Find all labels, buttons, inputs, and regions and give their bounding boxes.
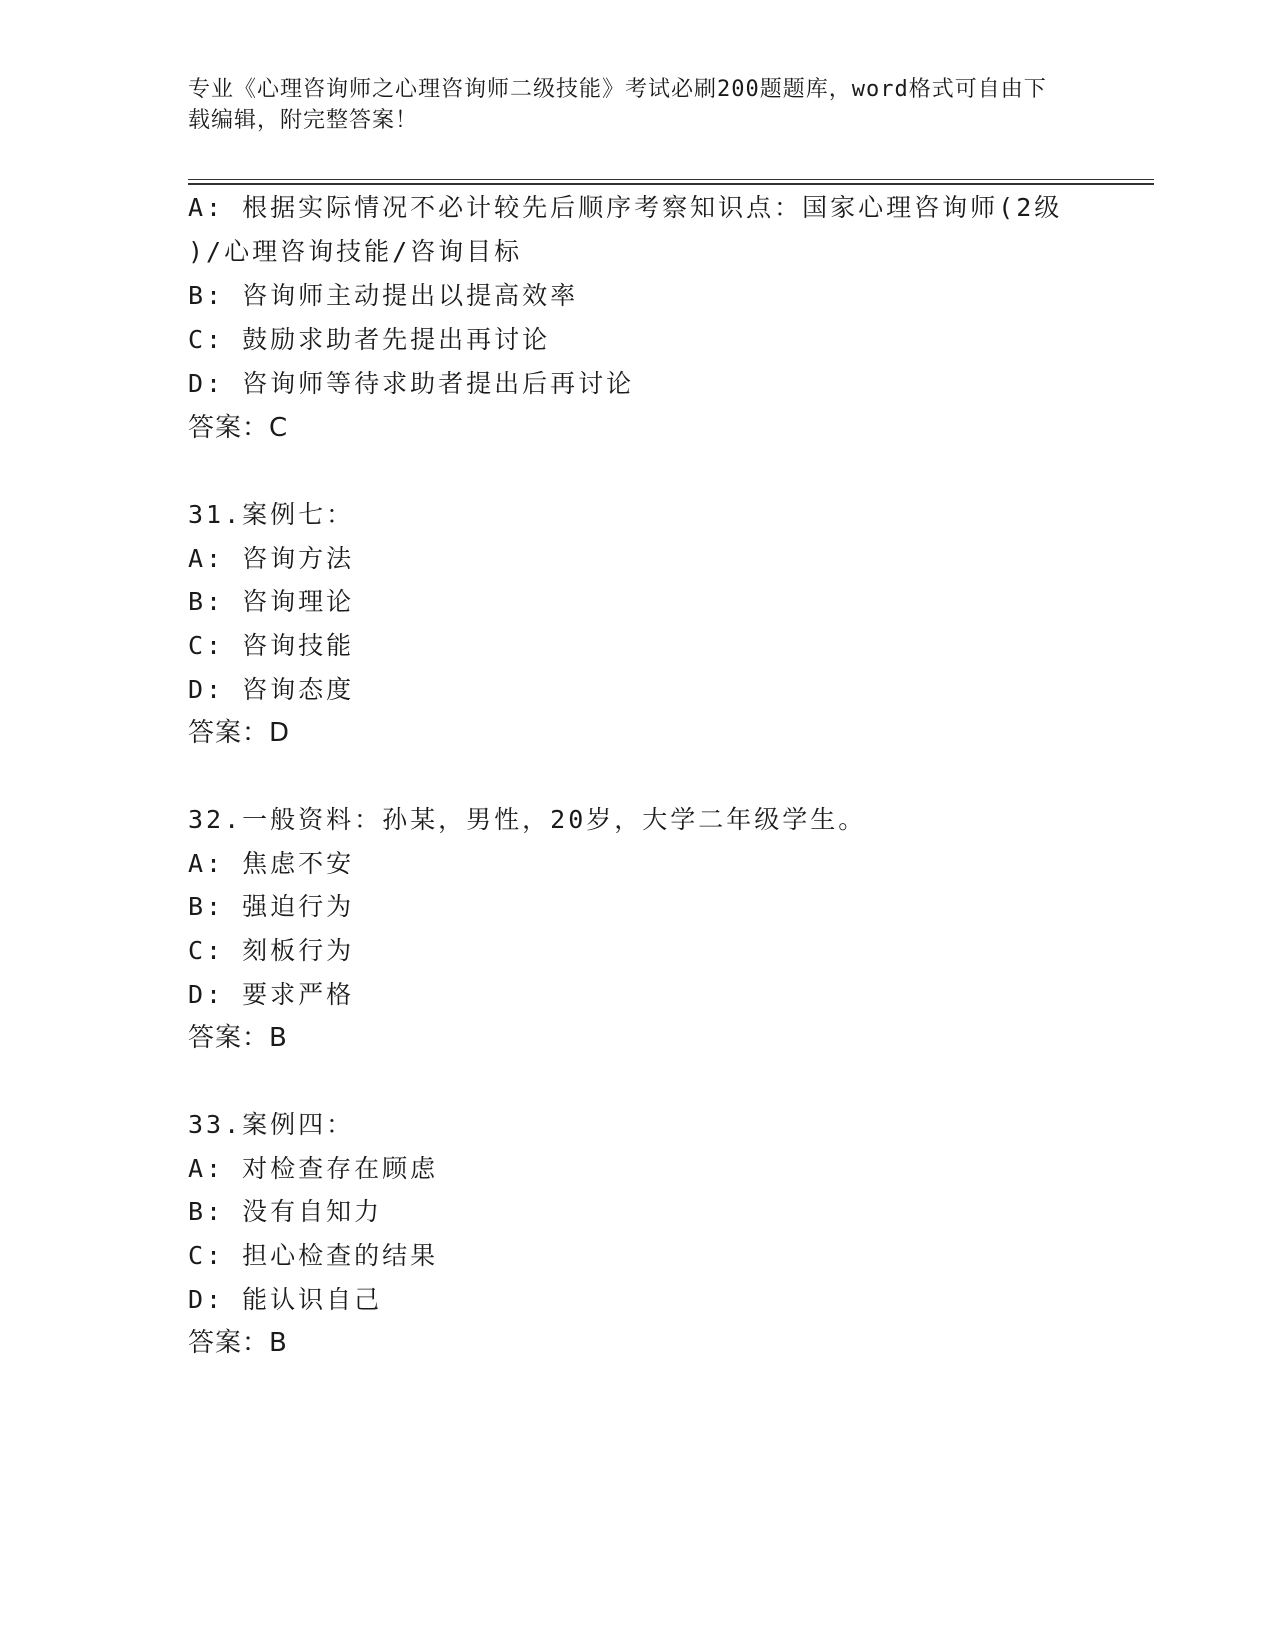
option-a: A: 焦虑不安 [188,849,355,878]
question-stem: 33.案例四： [188,1110,355,1139]
option-b: B: 咨询理论 [188,587,355,616]
answer: 答案：D [188,718,291,748]
question-stem: 31.案例七： [188,500,355,529]
header-divider-thin [188,179,1154,180]
header-divider-thick [188,183,1154,185]
option-c: C: 鼓励求助者先提出再讨论 [188,325,551,354]
option-d: D: 要求严格 [188,980,355,1009]
option-b: B: 强迫行为 [188,892,355,921]
option-a: A: 对检查存在顾虑 [188,1154,439,1183]
option-b: B: 没有自知力 [188,1197,383,1226]
option-c: C: 担心检查的结果 [188,1241,439,1270]
option-b: B: 咨询师主动提出以提高效率 [188,281,579,310]
option-d: D: 咨询态度 [188,675,355,704]
option-a-line1: A: 根据实际情况不必计较先后顺序考察知识点：国家心理咨询师(2级 [188,193,1063,222]
answer: 答案：B [188,1023,288,1053]
option-d: D: 能认识自己 [188,1285,383,1314]
option-d: D: 咨询师等待求助者提出后再讨论 [188,369,635,398]
option-a: A: 咨询方法 [188,544,355,573]
document-header: 专业《心理咨询师之心理咨询师二级技能》考试必刷200题题库，word格式可自由下载编辑，附完整答案！ [188,77,1047,133]
answer: 答案：C [188,413,289,443]
option-c: C: 刻板行为 [188,936,355,965]
option-a-line2: )/心理咨询技能/咨询目标 [188,237,523,266]
option-c: C: 咨询技能 [188,631,355,660]
question-stem: 32.一般资料：孙某，男性，20岁，大学二年级学生。 [188,805,867,834]
answer: 答案：B [188,1328,288,1358]
